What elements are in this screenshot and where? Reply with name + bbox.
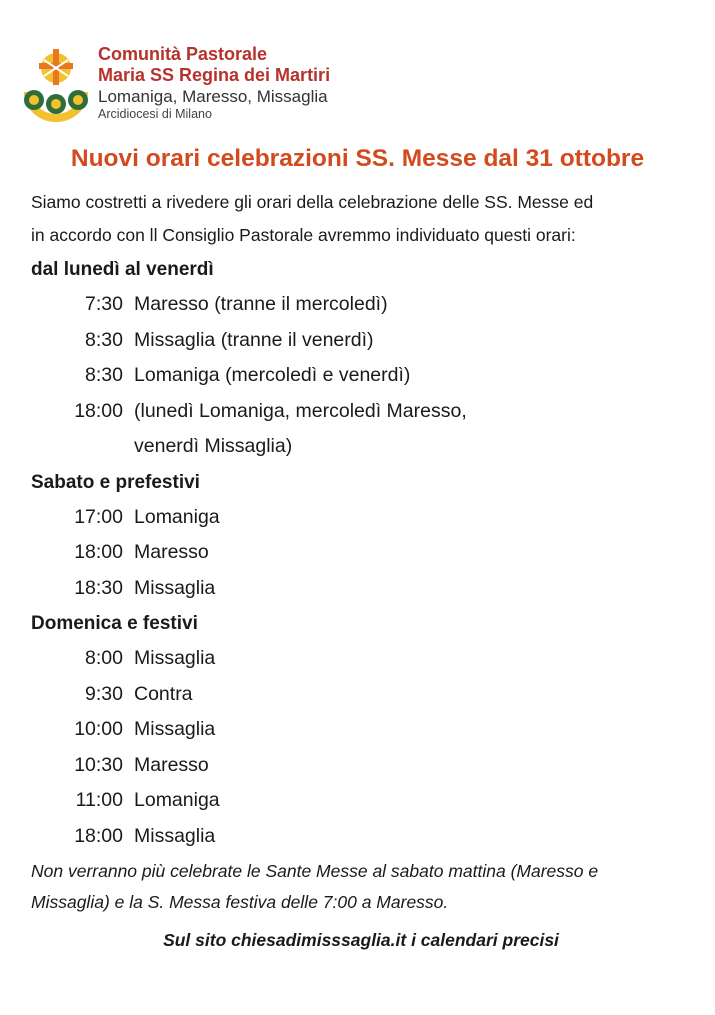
mass-place: Contra — [134, 682, 193, 705]
note-line-1: Non verranno più celebrate le Sante Messe al sabato mattina (Maresso e — [31, 861, 599, 881]
mass-time: 18:00 — [74, 399, 123, 422]
page-title: Nuovi orari celebrazioni SS. Messe dal 31 ottobre — [70, 145, 645, 172]
schedule-row — [31, 358, 691, 394]
schedule-row — [31, 287, 691, 323]
mass-time: 18:00 — [74, 824, 123, 847]
mass-time: 7:30 — [85, 293, 123, 315]
header — [18, 40, 418, 130]
mass-time: 8:00 — [85, 647, 123, 669]
org-line-1: Comunità Pastorale — [98, 44, 268, 64]
mass-place: Missaglia — [134, 576, 216, 599]
schedule-row — [31, 748, 691, 784]
mass-place: (lunedì Lomaniga, mercoledì Maresso, — [134, 399, 467, 422]
note-line-2: Missaglia) e la S. Messa festiva delle 7:00 a Maresso. — [31, 892, 449, 912]
mass-place: Missaglia — [134, 718, 216, 740]
org-line-2: Maria SS Regina dei Martiri — [98, 65, 331, 85]
schedule-row — [31, 677, 691, 713]
mass-time: 10:30 — [74, 753, 123, 776]
section-heading-sunday: Domenica e festivi — [31, 613, 198, 634]
schedule-row — [31, 535, 691, 571]
schedule-row — [31, 783, 691, 819]
mass-time: 8:30 — [85, 328, 123, 351]
mass-time: 11:00 — [75, 789, 123, 811]
mass-place: Missaglia (tranne il venerdì) — [134, 328, 374, 351]
mass-place: Lomaniga (mercoledì e venerdì) — [134, 364, 411, 386]
schedule-row — [31, 429, 691, 465]
mass-time: 8:30 — [85, 364, 123, 386]
parish-logo-icon — [20, 46, 92, 124]
mass-place: Maresso — [134, 753, 209, 776]
document-body — [31, 186, 691, 951]
mass-time: 9:30 — [85, 682, 123, 705]
note-paragraph — [31, 856, 691, 918]
schedule-row — [31, 641, 691, 677]
schedule-row — [31, 323, 691, 359]
mass-time: 10:00 — [74, 718, 123, 740]
mass-time: 18:00 — [74, 541, 123, 563]
mass-place: venerdì Missaglia) — [134, 435, 293, 457]
footer-website-note: Sul sito chiesadimisssaglia.it i calendari precisi — [163, 930, 559, 950]
org-line-4: Arcidiocesi di Milano — [98, 107, 212, 121]
mass-place: Lomaniga — [134, 789, 220, 811]
schedule-row — [31, 500, 691, 536]
schedule-row — [31, 571, 691, 607]
schedule-row — [31, 819, 691, 855]
mass-place: Maresso — [134, 541, 209, 563]
mass-time: 17:00 — [74, 505, 123, 528]
section-heading-saturday: Sabato e prefestivi — [31, 471, 200, 493]
mass-place: Missaglia — [134, 647, 216, 669]
intro-line-2: in accordo con ll Consiglio Pastorale avremmo individuato questi orari: — [31, 225, 576, 245]
schedule-row — [31, 712, 691, 748]
mass-time: 18:30 — [74, 576, 123, 599]
mass-time — [31, 429, 123, 465]
section-heading-weekdays: dal lunedì al venerdì — [31, 259, 214, 280]
mass-place: Lomaniga — [134, 505, 220, 528]
intro-line-1: Siamo costretti a rivedere gli orari della celebrazione delle SS. Messe ed — [31, 192, 594, 212]
org-line-3: Lomaniga, Maresso, Missaglia — [98, 87, 328, 106]
organization-name — [98, 44, 330, 122]
schedule-row — [31, 394, 691, 430]
mass-place: Missaglia — [134, 824, 216, 847]
mass-place: Maresso (tranne il mercoledì) — [134, 293, 388, 315]
